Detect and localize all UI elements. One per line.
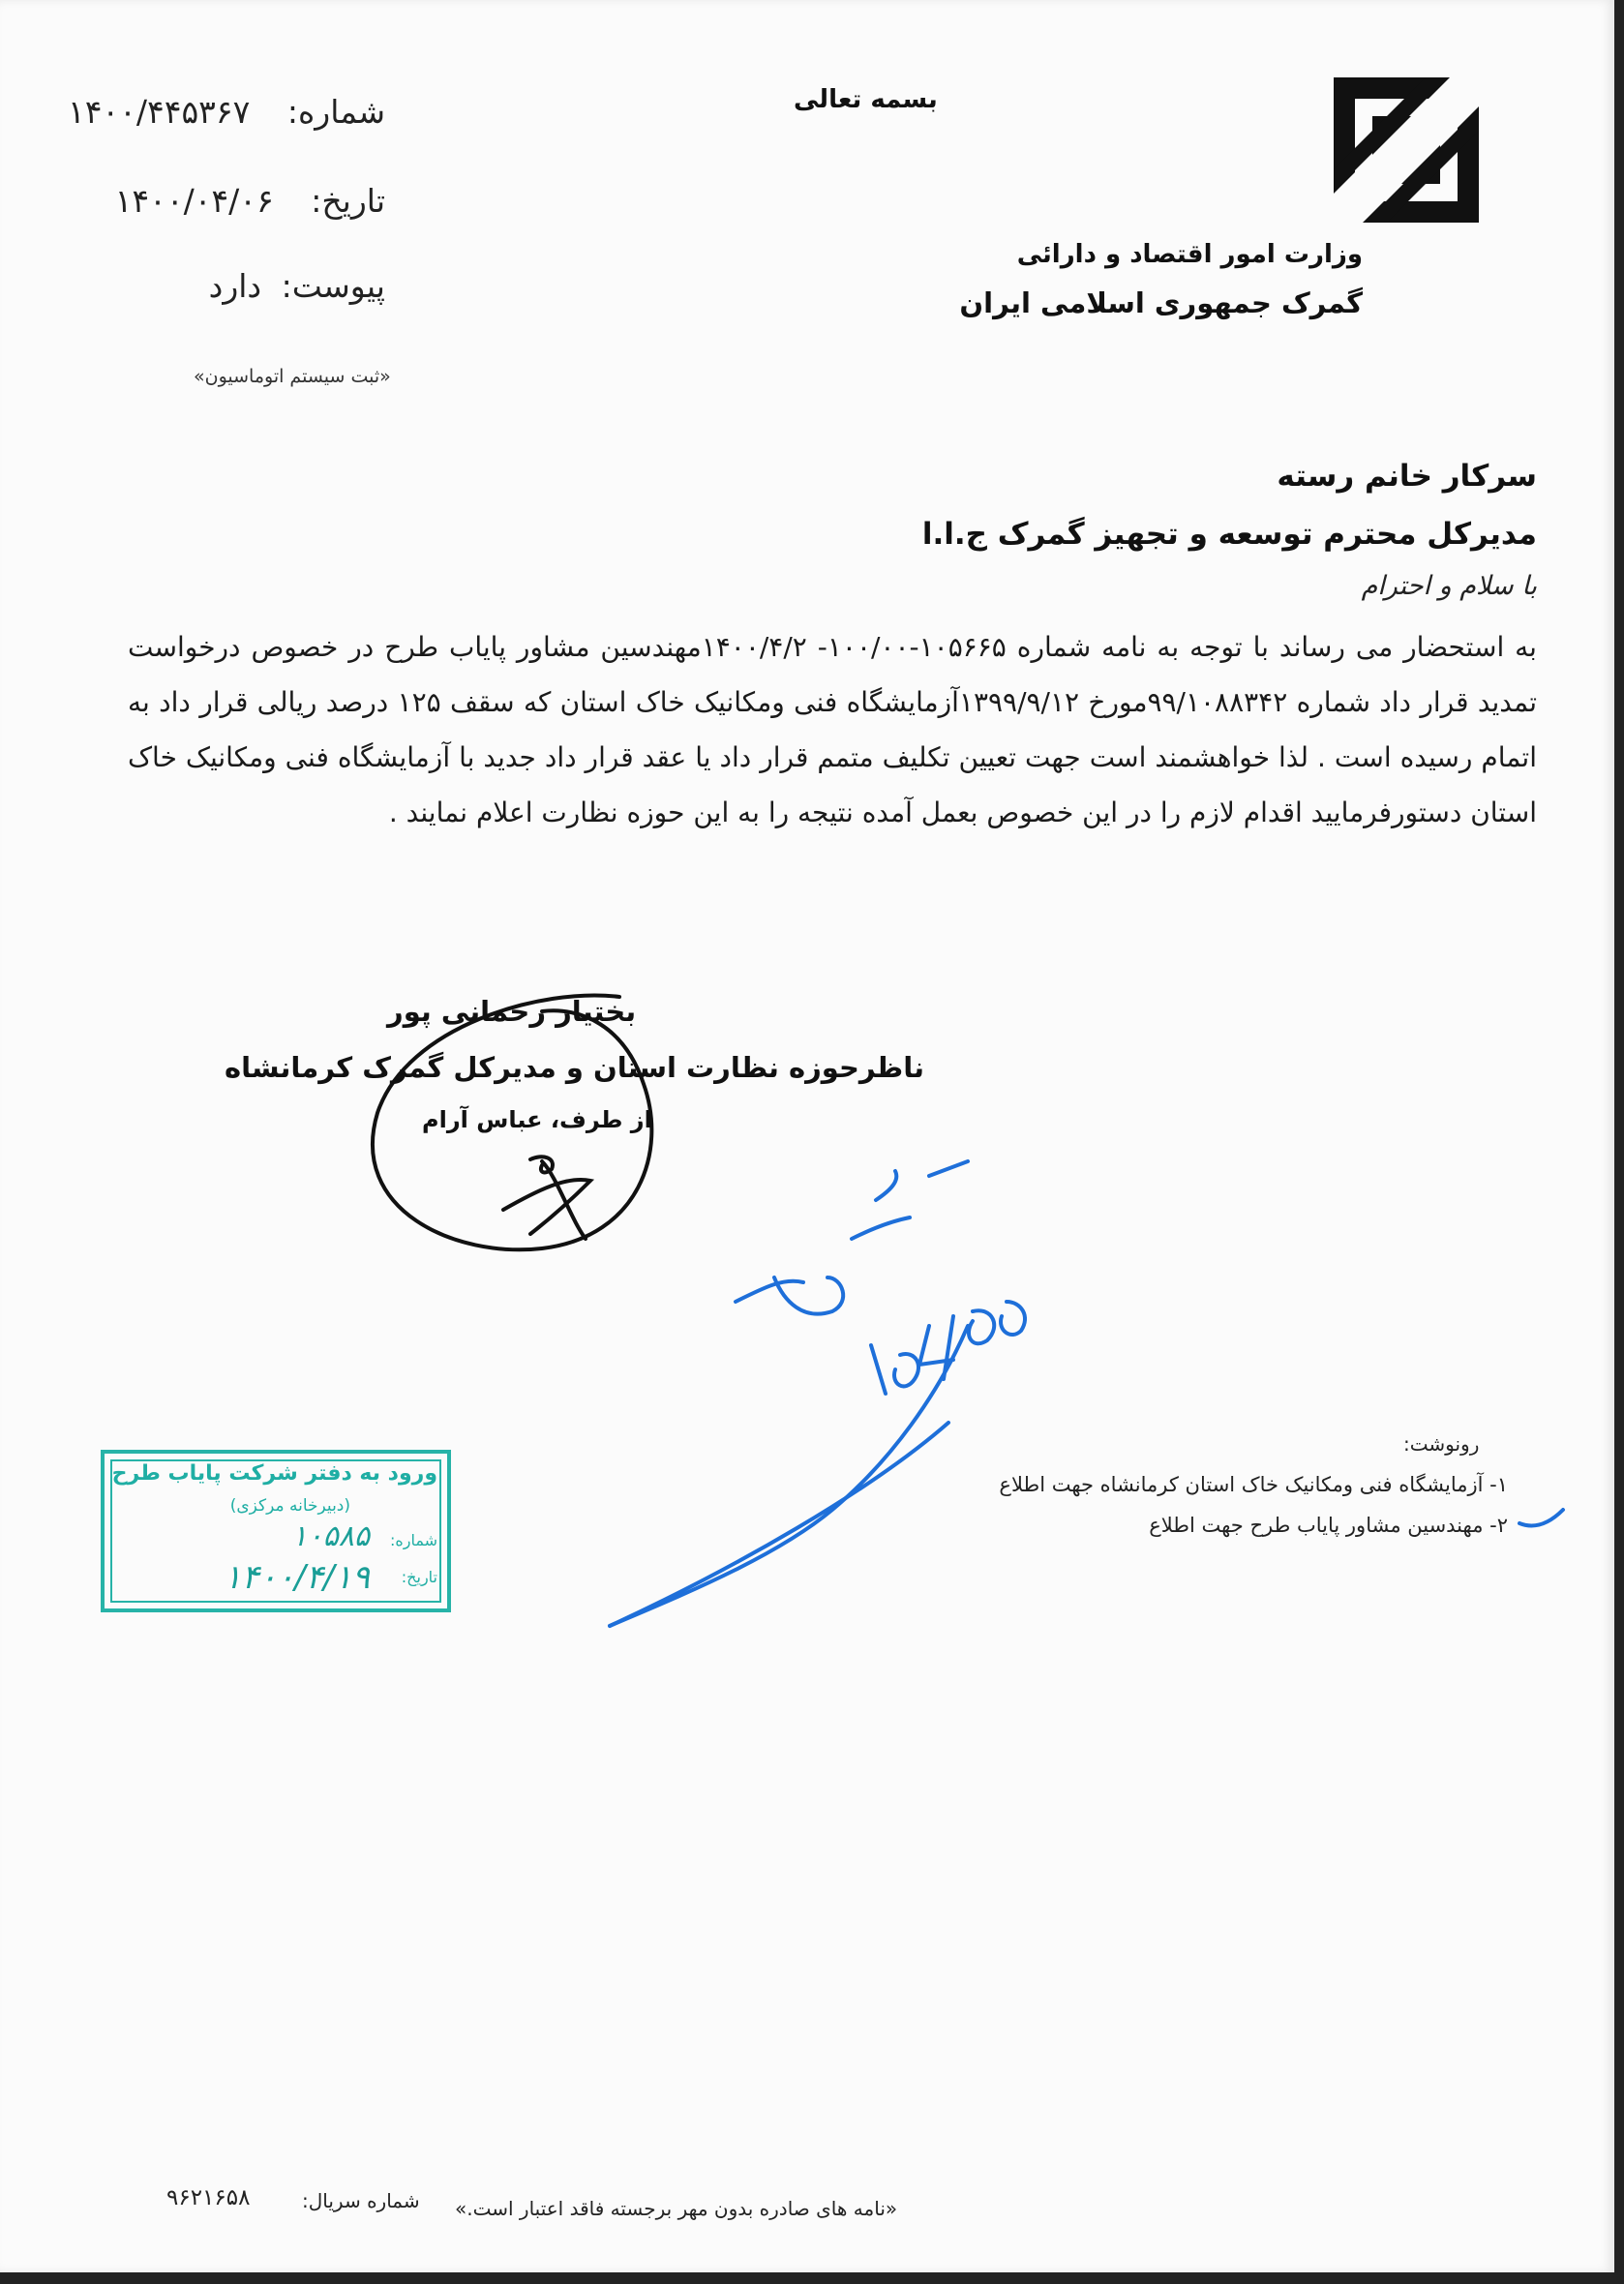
cc-item: ۱- آزمایشگاه فنی ومکانیک خاک استان کرمانشاه جهت اطلاع — [999, 1473, 1508, 1496]
stamp-subtitle: (دبیرخانه مرکزی) — [229, 1496, 350, 1516]
letter-date-label: تاریخ: — [311, 182, 385, 220]
letter-number-label: شماره: — [286, 93, 385, 131]
serial-value: ۹۶۲۱۶۵۸ — [166, 2185, 251, 2210]
attachment-row — [209, 267, 385, 305]
signer-title: ناظرحوزه نظارت استان و مدیرکل گمرک کرمانشاه — [225, 1051, 925, 1084]
letter-number-row — [68, 93, 385, 131]
attachment-value: دارد — [208, 267, 262, 305]
footer-note: «نامه های صادره بدون مهر برجسته فاقد اعتبار است.» — [455, 2197, 898, 2220]
ministry-name: وزارت امور اقتصاد و دارائی — [1016, 240, 1363, 269]
letter-body: به استحضار می رساند با توجه به نامه شماره ۱۰۵۶۶۵-۱۰۰/۰۰- ۱۴۰۰/۴/۲مهندسین مشاور پایاب طرح در خصوص درخواست تمدید قرار داد شماره ۹۹/۱۰۸۸۳۴۲مورخ ۱۳۹۹/۹/۱۲آزمایشگاه فنی ومکانیک خاک استان که سقف ۱۲۵ درصد ریالی قرار داد به اتمام رسیده است . لذا خواهشمند است جهت تعیین تکلیف متمم قرار داد یا عقد قرار داد جدید با آزمایشگاه فنی ومکانیک خاک استان دستورفرمایید اقدام لازم را در این خصوص بعمل آمده نتیجه را به این حوزه نظارت اعلام نمایند . — [128, 631, 1537, 828]
greeting-handwritten: با سلام و احترام — [1361, 571, 1537, 601]
signer-name: بختیار رحمانی پور — [387, 995, 637, 1028]
stamp-number-label: شماره: — [389, 1531, 437, 1549]
serial-label: شماره سریال: — [302, 2189, 420, 2212]
cc-item: ۲- مهندسین مشاور پایاب طرح جهت اطلاع — [1149, 1514, 1508, 1537]
stamp-date-label: تاریخ: — [401, 1568, 437, 1586]
stamp-date-value: ۱۴۰۰/۴/۱۹ — [224, 1558, 370, 1597]
receipt-stamp — [101, 1450, 451, 1612]
letter-date-row — [115, 182, 385, 220]
cc-label: رونوشت: — [1403, 1432, 1480, 1456]
stamp-title: ورود به دفتر شرکت پایاب طرح — [111, 1461, 437, 1486]
letter-number-value: ۱۴۰۰/۴۴۵۳۶۷ — [67, 93, 251, 131]
addressee-name: سرکار خانم رسته — [1277, 459, 1537, 494]
automation-note: «ثبت سیستم اتوماسیون» — [194, 366, 391, 387]
basmeh-heading: بسمه تعالی — [794, 85, 938, 114]
customs-logo-icon — [1334, 77, 1479, 223]
blue-annotation-icon — [610, 1161, 1563, 1626]
attachment-label: پیوست: — [281, 267, 385, 305]
addressee-title: مدیرکل محترم توسعه و تجهیز گمرک ج.ا.ا — [921, 517, 1537, 552]
stamp-number-value: ۱۰۵۸۵ — [291, 1519, 370, 1553]
letter-date-value: ۱۴۰۰/۰۴/۰۶ — [114, 182, 274, 220]
customs-name: گمرک جمهوری اسلامی ایران — [959, 286, 1363, 319]
signer-on-behalf: از طرف، عباس آرام — [422, 1106, 652, 1133]
